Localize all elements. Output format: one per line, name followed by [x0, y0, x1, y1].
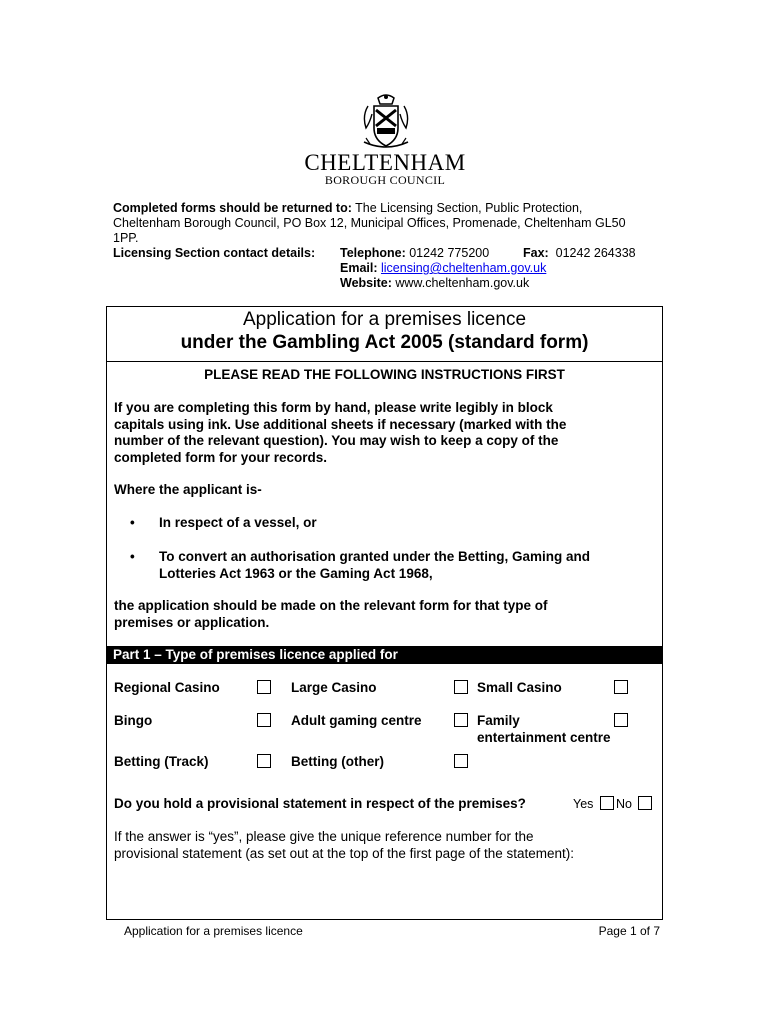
checkbox-betting-other[interactable]: [454, 754, 468, 768]
bullet-1-text: In respect of a vessel, or: [159, 515, 317, 530]
bullet-2-text: [159, 549, 654, 582]
returned-label: Completed forms should be returned to:: [113, 201, 352, 215]
email-label: Email:: [340, 261, 378, 275]
checkbox-large-casino[interactable]: [454, 680, 468, 694]
returned-address-2: Cheltenham Borough Council, PO Box 12, Municipal Offices, Promenade, Cheltenham GL50: [113, 216, 626, 230]
checkbox-bingo[interactable]: [257, 713, 271, 727]
reference-line-1: If the answer is “yes”, please give the unique reference number for the: [114, 829, 534, 844]
contact-row-phone: [113, 246, 653, 261]
bullet-2-line-2: Lotteries Act 1963 or the Gaming Act 1968,: [159, 565, 433, 581]
option-regional-casino-label: Regional Casino: [114, 680, 220, 695]
contact-block: [113, 201, 653, 291]
form-title: [106, 308, 663, 354]
checkbox-regional-casino[interactable]: [257, 680, 271, 694]
website-value: www.cheltenham.gov.uk: [395, 276, 530, 290]
council-crest-icon: [360, 92, 412, 154]
reference-line-2: provisional statement (as set out at the top of the first page of the statement):: [114, 846, 575, 861]
bullet-2-line-1: To convert an authorisation granted under the Betting, Gaming and: [159, 549, 591, 564]
family-line-1: Family: [477, 713, 520, 728]
option-betting-other-label: Betting (other): [291, 754, 384, 769]
option-bingo-label: Bingo: [114, 713, 153, 728]
footer-title: Application for a premises licence: [124, 924, 303, 938]
website-label: Website:: [340, 276, 392, 290]
form-title-line-1: Application for a premises licence: [242, 309, 527, 330]
instructions-line-1: If you are completing this form by hand, please write legibly in block: [114, 400, 553, 415]
provisional-question: Do you hold a provisional statement in respect of the premises?: [114, 796, 526, 811]
relevant-form-line-2: premises or application.: [114, 614, 270, 630]
option-betting-track-label: Betting (Track): [114, 754, 209, 769]
instructions-line-3: number of the relevant question). You may wish to keep a copy of the: [114, 433, 559, 448]
no-label: No: [616, 797, 632, 811]
returned-address-1: The Licensing Section, Public Protection,: [355, 201, 583, 215]
form-title-line-2: under the Gambling Act 2005 (standard form): [180, 332, 589, 353]
bullet-1-marker: •: [130, 515, 135, 530]
council-subtitle: BOROUGH COUNCIL: [324, 173, 446, 187]
option-large-casino-label: Large Casino: [291, 680, 377, 695]
part-1-heading: Part 1 – Type of premises licence applied for: [107, 646, 662, 664]
council-name: CHELTENHAM: [304, 150, 466, 175]
family-line-2: entertainment centre: [477, 729, 611, 745]
yes-label: Yes: [573, 797, 594, 811]
checkbox-betting-track[interactable]: [257, 754, 271, 768]
contact-row-website: [113, 276, 653, 291]
bullet-2-marker: •: [130, 549, 135, 564]
relevant-form-line-1: the application should be made on the relevant form for that type of: [114, 598, 548, 613]
instructions-heading: PLEASE READ THE FOLLOWING INSTRUCTIONS FIRST: [204, 367, 565, 382]
fax-value: 01242 264338: [555, 246, 636, 260]
email-link[interactable]: licensing@cheltenham.gov.uk: [381, 261, 547, 275]
page-number: Page 1 of 7: [598, 924, 660, 938]
checkbox-provisional-yes[interactable]: [600, 796, 614, 810]
checkbox-small-casino[interactable]: [614, 680, 628, 694]
relevant-form-paragraph: [114, 598, 654, 631]
returned-address-3: 1PP.: [113, 231, 139, 245]
checkbox-adult-gaming-centre[interactable]: [454, 713, 468, 727]
option-adult-gaming-centre-label: Adult gaming centre: [291, 713, 422, 728]
option-family-entertainment-centre-label: [477, 713, 611, 746]
fax-label: Fax:: [523, 246, 549, 260]
where-applicant-text: Where the applicant is-: [114, 482, 262, 497]
instructions-line-2: capitals using ink. Use additional sheets if necessary (marked with the: [114, 416, 567, 432]
contact-row-email: [113, 261, 653, 276]
instructions-line-4: completed form for your records.: [114, 449, 328, 465]
reference-instructions: [114, 828, 654, 862]
checkbox-family-entertainment-centre[interactable]: [614, 713, 628, 727]
section-contact-label: Licensing Section contact details:: [113, 246, 316, 260]
telephone-value: 01242 775200: [409, 246, 490, 260]
returned-line-1: [113, 201, 653, 216]
option-small-casino-label: Small Casino: [477, 680, 562, 695]
title-divider: [106, 361, 663, 362]
checkbox-provisional-no[interactable]: [638, 796, 652, 810]
instructions-paragraph: [114, 400, 654, 466]
telephone-label: Telephone:: [340, 246, 406, 260]
